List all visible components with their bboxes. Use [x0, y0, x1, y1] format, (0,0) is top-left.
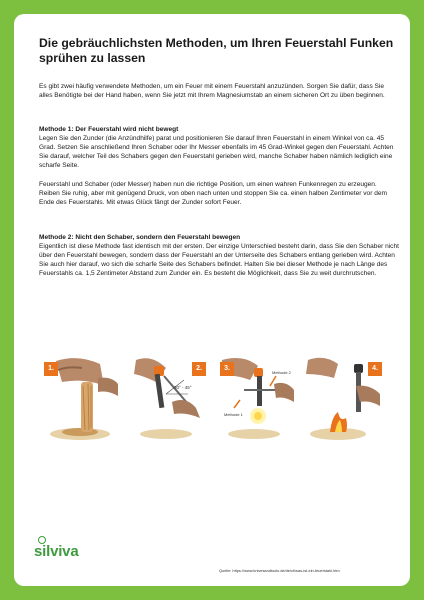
- method-a-label: Methode 1: [224, 412, 243, 417]
- step-photo-3: [214, 356, 297, 444]
- step-photos: [38, 356, 386, 444]
- method1-paragraph-1: Legen Sie den Zunder (die Anzündhilfe) parat und positionieren Sie darauf Ihren Feuerstahl in einem Winkel von ca. 45 Grad. Setzen Sie anschließend Ihren Schaber oder Ihr Messer ebenfalls im 45 Grad-Winkel gegen den Feuerstahl. Achten Sie darauf, welcher Teil des Schabers gegen den Feuerstahl gerieben wird, manche Schaber haben nämlich lediglich eine scharfe Seite.: [39, 135, 394, 170]
- document-page: [14, 14, 410, 586]
- step-badge-3: 3.: [220, 362, 234, 376]
- silviva-logo: silviva: [34, 543, 79, 560]
- step-photo-1: [38, 356, 121, 444]
- method-b-label: Methode 2: [272, 370, 291, 375]
- step-photo-2: [126, 356, 209, 444]
- step-badge-4: 4.: [368, 362, 382, 376]
- intro-paragraph: Es gibt zwei häufig verwendete Methoden, um ein Feuer mit einem Feuerstahl anzuzünden. Sorgen Sie dafür, dass Sie alles Benötigte bei der Hand haben, wenn Sie jetzt mit Ihrem Magnesiumstab an einem sicheren Ort zu üben beginnen.: [39, 83, 385, 100]
- page-title: Die gebräuchlichsten Methoden, um Ihren Feuerstahl Funken sprühen zu lassen: [39, 36, 394, 65]
- step-photo-4: [302, 356, 385, 444]
- method2-heading: Methode 2: Nicht den Schaber, sondern den Feuerstahl bewegen: [39, 234, 241, 241]
- method2-paragraph: Eigentlich ist diese Methode fast identisch mit der ersten. Der einzige Unterschied besteht darin, dass Sie den Schaber nicht über den Feuerstahl bewegen, sondern dass der Feuerstahl an der Unterseite des Schabers entlang gerieben wird. Achten Sie auch hier darauf, wo sich die scharfe Seite des Schabers befindet. Halten Sie bei dieser Methode je nach Länge des Feuerstahls ca. 1,5 Zentimeter Abstand zum Zunder ein. Es besteht die Möglichkeit, dass Sie zu weit durchrutschen.: [39, 243, 399, 278]
- step-badge-2: 2.: [192, 362, 206, 376]
- method1-paragraph-2: Feuerstahl und Schaber (oder Messer) haben nun die richtige Position, um einen wahren Funkenregen zu erzeugen. Reiben Sie ruhig, aber mit genügend Druck, von oben nach unten und stoppen Sie ca. einen halben Zentimeter vor dem Ende des Feuerstahls. Mit etwas Glück fängt der Zunder sofort Feuer.: [39, 181, 387, 207]
- source-link[interactable]: Quelle: https://www.knivesandtools.de/de/ct/was-ist-ein-feuerstahl.htm: [219, 568, 340, 573]
- angle-label: 30° - 45°: [174, 385, 192, 390]
- method1-heading: Methode 1: Der Feuerstahl wird nicht bewegt: [39, 126, 179, 133]
- step-badge-1: 1.: [44, 362, 58, 376]
